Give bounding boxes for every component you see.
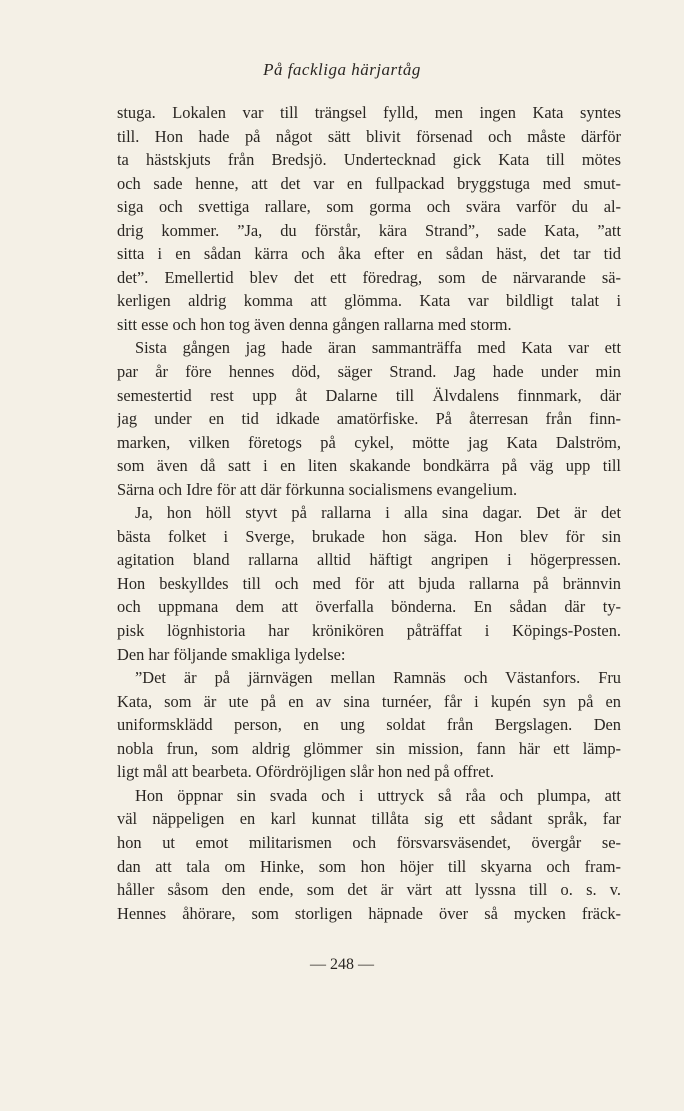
text-line: pisk lögnhistoria har krönikören påträffat i Köpings-Posten. bbox=[117, 621, 621, 641]
text-line: ligt mål att bearbeta. Ofördröjligen slår hon ned på offret. bbox=[117, 762, 495, 782]
text-line: och uppmana dem att överfalla bönderna. En sådan där ty- bbox=[117, 597, 621, 617]
text-line: sitt esse och hon tog även denna gången rallarna med storm. bbox=[117, 314, 512, 334]
text-line: bästa folket i Sverge, brukade hon säga. Hon blev för sin bbox=[117, 526, 621, 546]
text-line: semestertid rest upp åt Dalarne till Älvdalens finnmark, där bbox=[117, 385, 621, 405]
text-line: hon ut emot militarismen och försvarsväsendet, övergår se- bbox=[117, 832, 621, 852]
text-line: som även då satt i en liten skakande bondkärra på väg upp till bbox=[117, 456, 621, 476]
text-line: till. Hon hade på något sätt blivit försenad och måste därför bbox=[117, 126, 621, 146]
text-line: drig kommer. ”Ja, du förstår, kära Strand”, sade Kata, ”att bbox=[117, 220, 621, 240]
text-line: ”Det är på järnvägen mellan Ramnäs och Västanfors. Fru bbox=[135, 668, 621, 688]
text-line: Hennes åhörare, som storligen häpnade över så mycken fräck- bbox=[117, 903, 621, 923]
text-line: Ja, hon höll styvt på rallarna i alla sina dagar. Det är det bbox=[135, 503, 621, 523]
text-line: sitta i en sådan kärra och åka efter en sådan häst, det tar tid bbox=[117, 244, 621, 264]
text-line: Hon öppnar sin svada och i uttryck så råa och plumpa, att bbox=[135, 785, 621, 805]
text-line: dan att tala om Hinke, som hon höjer till skyarna och fram- bbox=[117, 856, 621, 876]
text-line: Kata, som är ute på en av sina turnéer, får i kupén syn på en bbox=[117, 691, 621, 711]
text-line: siga och svettiga rallare, som gorma och svära varför du al- bbox=[117, 197, 621, 217]
text-line: stuga. Lokalen var till trängsel fylld, men ingen Kata syntes bbox=[117, 103, 621, 122]
text-line: Särna och Idre för att där förkunna socialismens evangelium. bbox=[117, 479, 518, 499]
text-line: håller såsom den ende, som det är värt att lyssna till o. s. v. bbox=[117, 880, 621, 900]
body-text bbox=[117, 101, 621, 925]
text-line: väl näppeligen en karl kunnat tillåta sig ett sådant språk, far bbox=[117, 809, 621, 829]
text-line: ta hästskjuts från Bredsjö. Undertecknad gick Kata till mötes bbox=[117, 150, 621, 170]
text-line: jag under en tid idkade amatörfiske. På återresan från finn- bbox=[117, 409, 621, 429]
text-line: par år före hennes död, säger Strand. Jag hade under min bbox=[117, 362, 621, 382]
text-line: agitation bland rallarna alltid häftigt angripen i högerpressen. bbox=[117, 550, 621, 570]
text-line: och sade henne, att det var en fullpackad bryggstuga med smut- bbox=[117, 173, 621, 193]
text-line: Sista gången jag hade äran sammanträffa med Kata var ett bbox=[135, 338, 621, 358]
text-line: marken, vilken företogs på cykel, mötte jag Kata Dalström, bbox=[117, 432, 621, 452]
text-line: kerligen aldrig komma att glömma. Kata var bildligt talat i bbox=[117, 291, 621, 311]
running-head: På fackliga härjartåg bbox=[263, 60, 421, 79]
page-number: — 248 — bbox=[310, 956, 374, 973]
text-line: det”. Emellertid blev det ett föredrag, som de närvarande sä- bbox=[117, 267, 621, 287]
text-line: Den har följande smakliga lydelse: bbox=[117, 644, 346, 664]
text-line: nobla frun, som aldrig glömmer sin mission, fann här ett lämp- bbox=[117, 738, 621, 758]
text-line: uniformsklädd person, en ung soldat från Bergslagen. Den bbox=[117, 715, 621, 735]
text-line: Hon beskylldes till och med för att bjuda rallarna på brännvin bbox=[117, 573, 621, 593]
